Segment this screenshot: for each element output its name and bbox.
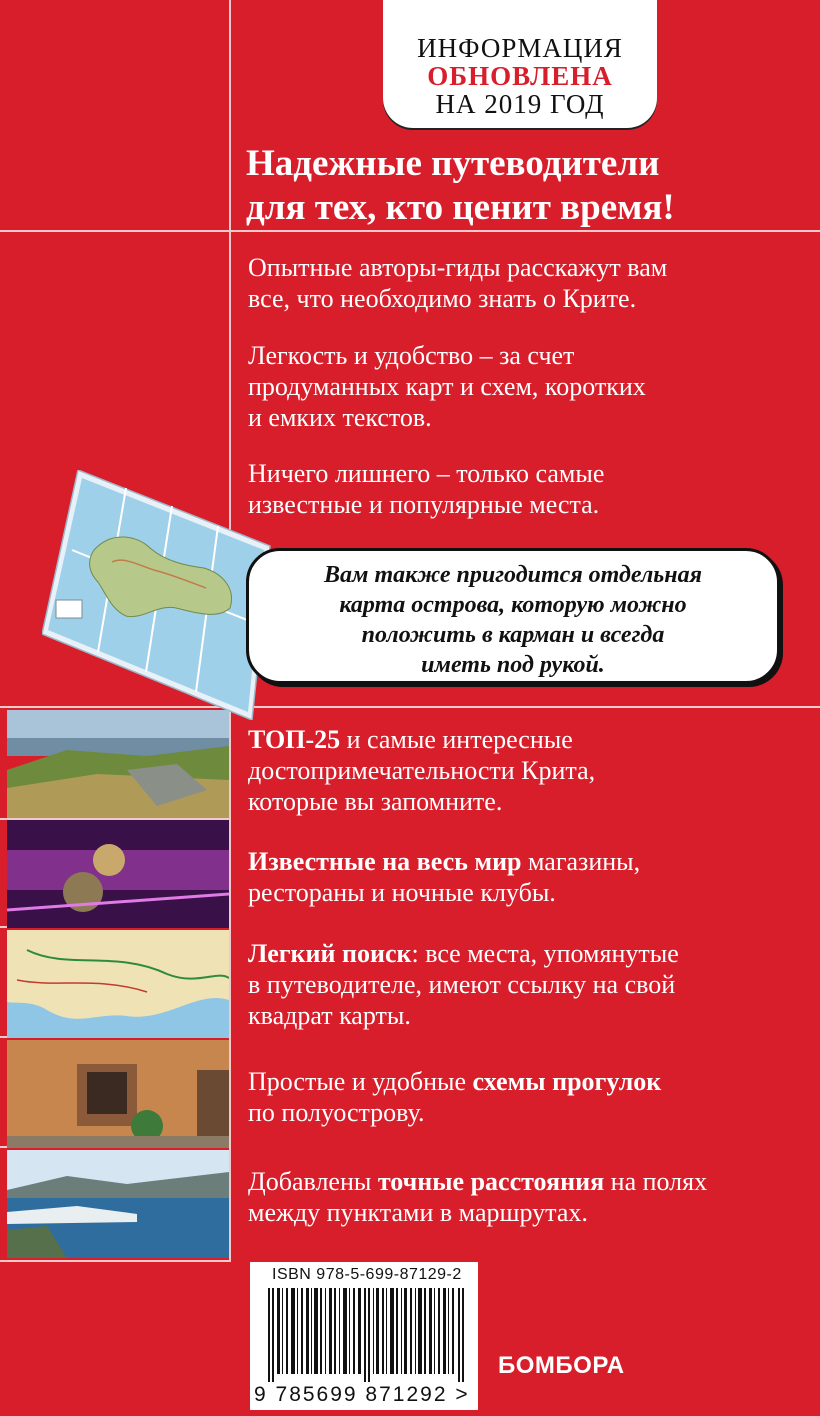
intro-paragraph-2 [248,340,808,433]
callout-line-3: положить в карман и всегда [361,622,665,648]
feature-distances-bold: точные расстояния [377,1167,605,1196]
feature-distances [248,1166,808,1228]
feature-shops-line-2: рестораны и ночные клубы. [248,878,556,907]
publisher-logo: БОМБОРА [498,1352,625,1379]
badge-line-3: НА 2019 ГОД [435,89,605,119]
feature-distances-line-2: между пунктами в маршрутах. [248,1198,588,1227]
building-photo [7,1040,229,1148]
intro-paragraph-1 [248,252,808,314]
isbn-barcode-block [250,1262,478,1410]
feature-top25-line-3: которые вы запомните. [248,787,503,816]
feature-shops [248,846,808,908]
callout-line-2: карта острова, которую можно [339,592,687,618]
feature-walks-bold: схемы прогулок [472,1067,662,1096]
folded-map-image [42,470,272,720]
nightclub-photo [7,820,229,928]
barcode-number: 9 785699 871292 > [254,1383,470,1406]
map-photo [7,930,229,1038]
badge-line-1: ИНФОРМАЦИЯ [417,33,623,63]
landscape-photo [7,710,229,818]
barcode-icon [268,1288,468,1382]
feature-search-line-3: квадрат карты. [248,1001,411,1030]
callout-line-1: Вам также пригодится отдельная [324,562,702,588]
callout-line-4: иметь под рукой. [421,652,605,678]
intro-3-line-1: Ничего лишнего – только самые [248,459,605,488]
intro-2-line-1: Легкость и удобство – за счет [248,341,575,370]
intro-1-line-2: все, что необходимо знать о Крите. [248,284,637,313]
headline [246,142,806,230]
feature-search-line-2: в путеводителе, имеют ссылку на свой [248,970,676,999]
feature-top25-line-2: достопримечательности Крита, [248,756,596,785]
intro-3-line-2: известные и популярные места. [248,490,600,519]
isbn-label: ISBN 978-5-699-87129-2 [272,1266,462,1283]
headline-line-2: для тех, кто ценит время! [246,187,675,228]
feature-distances-pre: Добавлены [248,1167,378,1196]
divider-headline [0,230,820,232]
badge-line-2: ОБНОВЛЕНА [427,61,613,91]
feature-shops-bold: Известные на весь мир [248,847,522,876]
headline-line-1: Надежные путеводители [246,143,660,184]
feature-shops-text: магазины, [521,847,641,876]
feature-walks-line-2: по полуострову. [248,1098,425,1127]
feature-top25-bold: ТОП-25 [248,725,341,754]
update-badge [383,0,657,128]
feature-walks-text: Простые и удобные [248,1067,473,1096]
feature-search-text: : все места, упомянутые [411,939,679,968]
feature-distances-text: на полях [604,1167,708,1196]
feature-search-bold: Легкий поиск [248,939,412,968]
feature-top25 [248,724,808,817]
intro-paragraph-3 [248,458,808,520]
separate-map-callout [246,548,780,684]
divider-5 [0,1260,230,1262]
feature-top25-text: и самые интересные [340,725,573,754]
intro-1-line-1: Опытные авторы-гиды расскажут вам [248,253,668,282]
feature-walks [248,1066,808,1128]
feature-search [248,938,808,1031]
intro-2-line-3: и емких текстов. [248,403,432,432]
coastline-photo [7,1150,229,1258]
intro-2-line-2: продуманных карт и схем, коротких [248,372,646,401]
